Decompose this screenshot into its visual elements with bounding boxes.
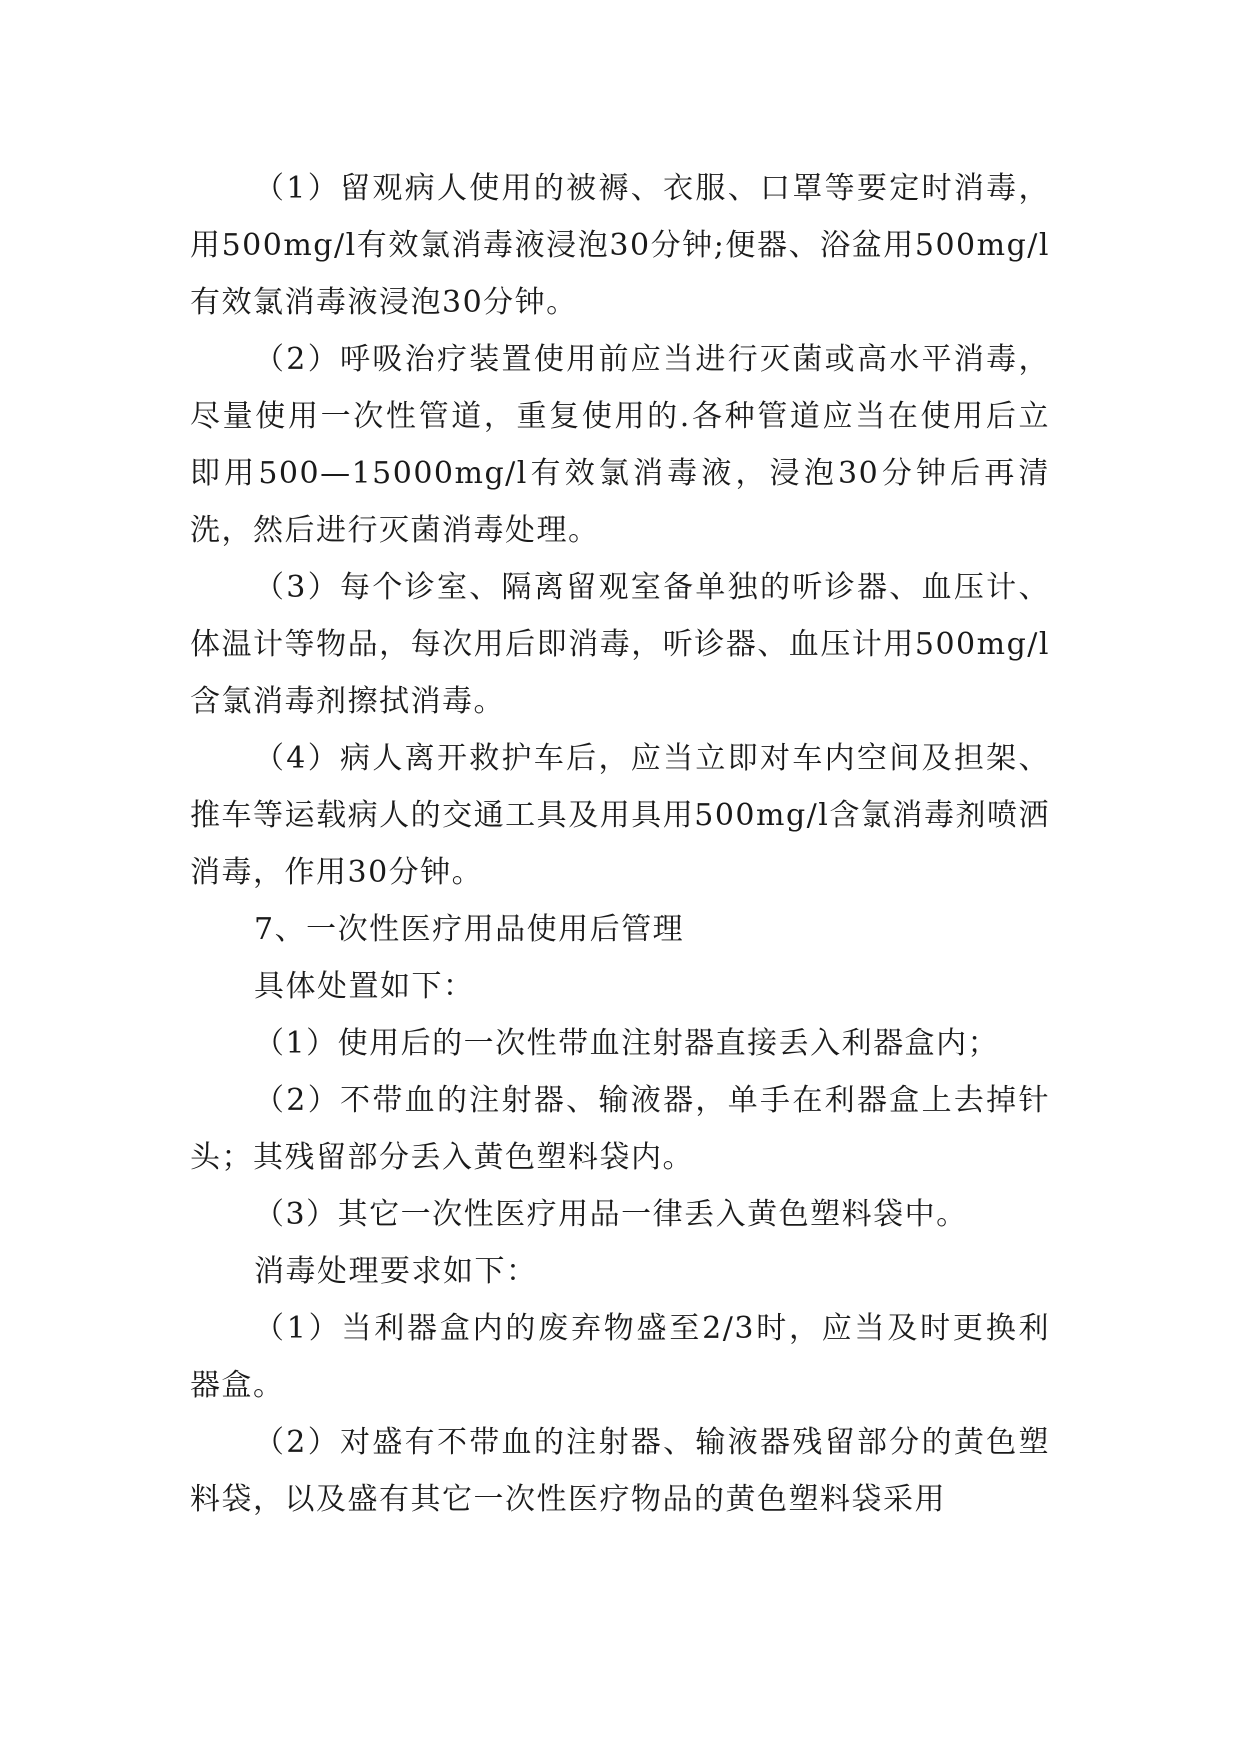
paragraph-disposal-intro: 具体处置如下： [254,969,475,1004]
paragraph-disposal-3: （3）其它一次性医疗用品一律丢入黄色塑料袋中。 [254,1197,968,1232]
paragraph-disposal-2: （2）不带血的注射器、输液器，单手在利器盒上去掉针头；其残留部分丢入黄色塑料袋内。 [190,1083,1050,1175]
paragraph-clinic-instruments: （3）每个诊室、隔离留观室备单独的听诊器、血压计、体温计等物品，每次用后即消毒，听诊器、血压计用500mg/l含氯消毒剂擦拭消毒。 [190,570,1050,719]
paragraph-ambulance: （4）病人离开救护车后，应当立即对车内空间及担架、推车等运载病人的交通工具及用具用500mg/l含氯消毒剂喷洒消毒，作用30分钟。 [190,741,1050,890]
paragraph-bedding-disinfection: （1）留观病人使用的被褥、衣服、口罩等要定时消毒，用500mg/l有效氯消毒液浸泡30分钟;便器、浴盆用500mg/l有效氯消毒液浸泡30分钟。 [190,171,1050,320]
section-heading-disposables: 7、一次性医疗用品使用后管理 [254,912,685,947]
paragraph-disinfection-2: （2）对盛有不带血的注射器、输液器残留部分的黄色塑料袋，以及盛有其它一次性医疗物品的黄色塑料袋采用 [190,1425,1050,1517]
paragraph-disinfection-1: （1）当利器盒内的废弃物盛至2/3时，应当及时更换利器盒。 [190,1311,1050,1403]
paragraph-disinfection-intro: 消毒处理要求如下： [254,1254,538,1289]
paragraph-disposal-1: （1）使用后的一次性带血注射器直接丢入利器盒内； [254,1026,1000,1061]
document-body [190,160,1050,1528]
paragraph-respiratory-device: （2）呼吸治疗装置使用前应当进行灭菌或高水平消毒，尽量使用一次性管道，重复使用的.各种管道应当在使用后立即用500—15000mg/l有效氯消毒液，浸泡30分钟后再清洗，然后进行灭菌消毒处理。 [190,342,1050,548]
